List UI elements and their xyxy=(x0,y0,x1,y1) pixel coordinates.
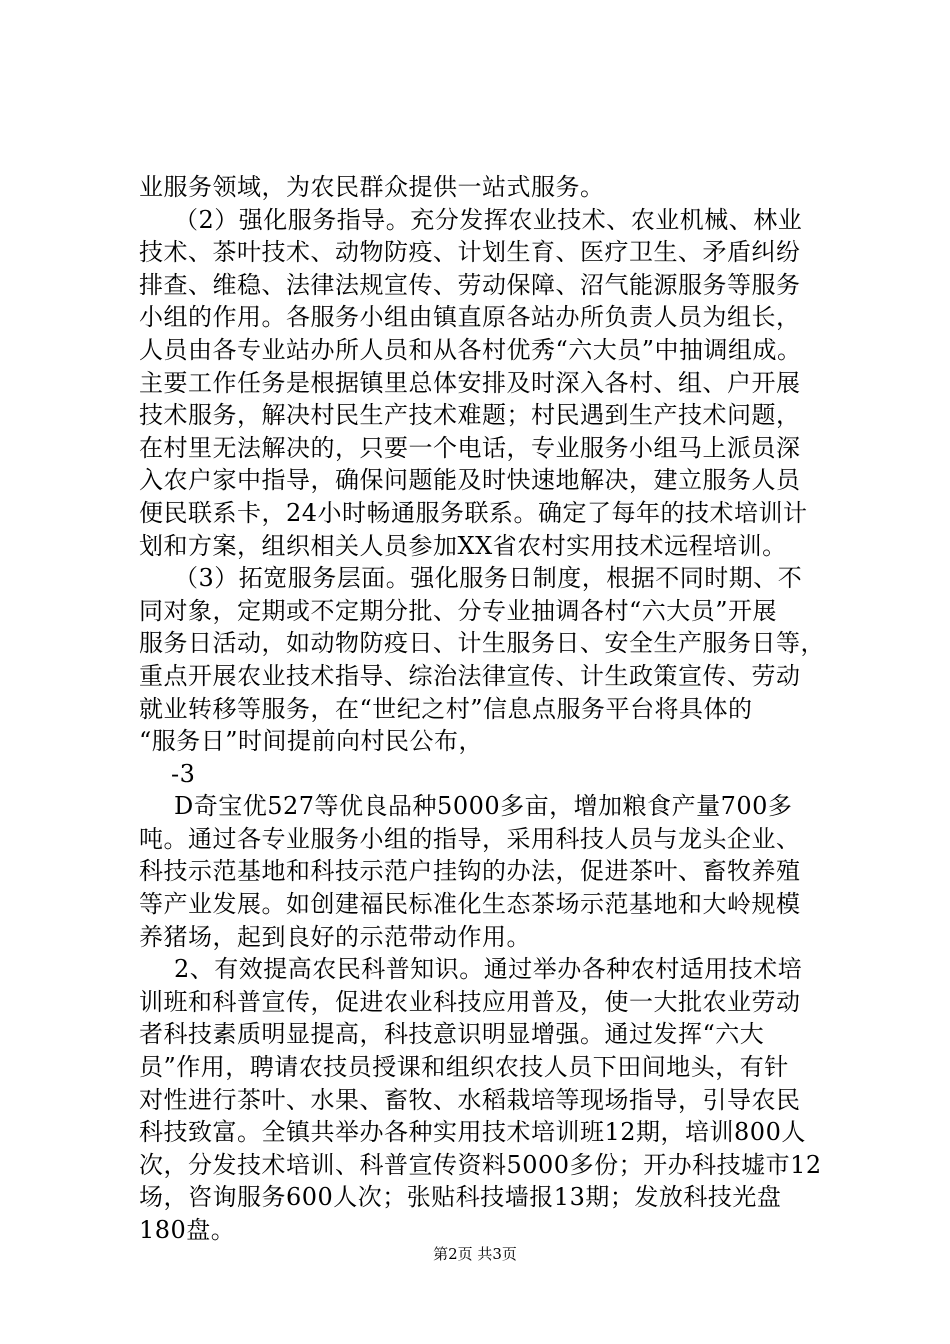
text-line: 入农户家中指导，确保问题能及时快速地解决，建立服务人员 xyxy=(139,466,801,495)
text-line: 等产业发展。如创建福民标准化生态茶场示范基地和大岭规模 xyxy=(139,890,801,919)
text-line: 训班和科普宣传，促进农业科技应用普及，使一大批农业劳动 xyxy=(139,987,801,1016)
text-line: 技术、茶叶技术、动物防疫、计划生育、医疗卫生、矛盾纠纷 xyxy=(139,238,801,267)
text-line: 小组的作用。各服务小组由镇直原各站办所负责人员为组长， xyxy=(139,303,801,332)
text-line: 就业转移等服务，在“世纪之村”信息点服务平台将具体的 xyxy=(139,694,753,723)
text-line: 划和方案，组织相关人员参加XX省农村实用技术远程培训。 xyxy=(139,531,787,560)
text-line: 养猪场，起到良好的示范带动作用。 xyxy=(139,922,531,951)
text-line: 排查、维稳、法律法规宣传、劳动保障、沼气能源服务等服务 xyxy=(139,270,801,299)
text-line: 业服务领域，为农民群众提供一站式服务。 xyxy=(139,173,605,201)
text-line: 2、有效提高农民科普知识。通过举办各种农村适用技术培 xyxy=(174,955,803,984)
text-line: 对性进行茶叶、水果、畜牧、水稻栽培等现场指导，引导农民 xyxy=(139,1085,801,1114)
page-footer xyxy=(0,1244,950,1264)
document-body xyxy=(139,171,839,1247)
page-number-label: 第2页 共3页 xyxy=(433,1245,517,1263)
text-line: 者科技素质明显提高，科技意识明显增强。通过发挥“六大 xyxy=(139,1020,765,1049)
text-line: （3）拓宽服务层面。强化服务日制度，根据不同时期、不 xyxy=(174,564,803,593)
text-line: 同对象，定期或不定期分批、分专业抽调各村“六大员”开展 xyxy=(139,596,778,625)
text-line: 在村里无法解决的，只要一个电话，专业服务小组马上派员深 xyxy=(139,433,801,462)
text-line: 技术服务，解决村民生产技术难题；村民遇到生产技术问题， xyxy=(139,401,801,430)
page-marker: -3 xyxy=(171,759,196,788)
text-line: 主要工作任务是根据镇里总体安排及时深入各村、组、户开展 xyxy=(139,368,801,397)
text-line: “服务日”时间提前向村民公布， xyxy=(139,727,484,756)
text-line: 人员由各专业站办所人员和从各村优秀“六大员”中抽调组成。 xyxy=(139,335,802,364)
text-line: 便民联系卡，24小时畅通服务联系。确定了每年的技术培训计 xyxy=(139,498,808,527)
text-line: 科技示范基地和科技示范户挂钩的办法，促进茶叶、畜牧养殖 xyxy=(139,857,801,886)
text-line: D奇宝优527等优良品种5000多亩，增加粮食产量700多 xyxy=(174,792,793,821)
text-line: 180盘。 xyxy=(139,1216,236,1244)
text-line: 次，分发技术培训、科普宣传资料5000多份；开办科技墟市12 xyxy=(139,1150,822,1179)
text-line: 吨。通过各专业服务小组的指导，采用科技人员与龙头企业、 xyxy=(139,824,801,853)
text-line: 服务日活动，如动物防疫日、计生服务日、安全生产服务日等， xyxy=(139,629,825,658)
text-line: 重点开展农业技术指导、综治法律宣传、计生政策宣传、劳动 xyxy=(139,661,801,690)
text-line: （2）强化服务指导。充分发挥农业技术、农业机械、林业 xyxy=(174,205,803,234)
text-line: 科技致富。全镇共举办各种实用技术培训班12期，培训800人 xyxy=(139,1118,806,1147)
text-line: 员”作用，聘请农技员授课和组织农技人员下田间地头，有针 xyxy=(139,1053,789,1082)
text-line: 场，咨询服务600人次；张贴科技墙报13期；发放科技光盘 xyxy=(139,1183,782,1212)
